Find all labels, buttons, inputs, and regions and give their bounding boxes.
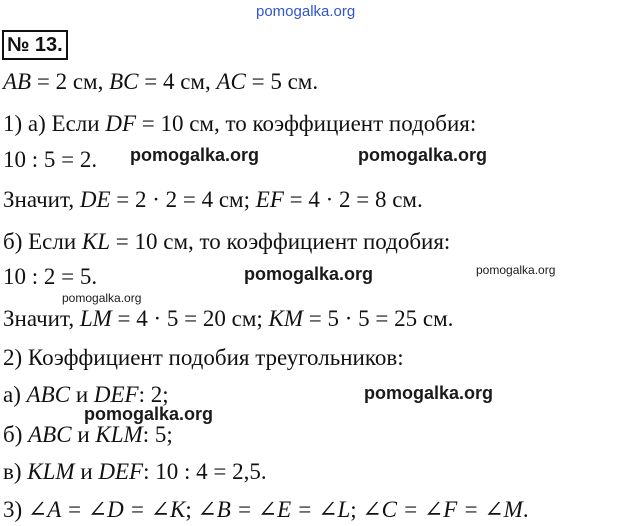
- angles-b-e-l: ∠B = ∠E = ∠L: [197, 497, 351, 522]
- segment-ef: EF: [255, 187, 284, 212]
- text: 2) Коэффициент подобия треугольников:: [3, 345, 404, 370]
- text: = 2 · 2 = 4 см;: [110, 187, 256, 212]
- triangle-abc: ABC: [26, 382, 71, 407]
- step-3: [3, 496, 529, 524]
- text: = 4 см,: [138, 69, 217, 94]
- ratio-1a: [3, 146, 97, 174]
- text: : 2;: [138, 382, 169, 407]
- text: : 5;: [142, 422, 173, 447]
- segment-ab: AB: [3, 69, 32, 94]
- problem-number: № 13.: [2, 30, 68, 60]
- watermark: pomogalka.org: [244, 264, 374, 284]
- text: Значит,: [3, 306, 80, 331]
- segment-de: DE: [79, 187, 111, 212]
- triangle-def: DEF: [98, 459, 144, 484]
- text: б): [3, 422, 29, 447]
- text: .: [522, 497, 529, 522]
- segment-km: KM: [268, 306, 304, 331]
- step-1b: [3, 228, 450, 256]
- text: Значит,: [3, 187, 80, 212]
- segment-bc: BC: [109, 69, 139, 94]
- watermark: pomogalka.org: [476, 263, 556, 277]
- text: и: [70, 382, 94, 407]
- text: ;: [185, 497, 198, 522]
- triangle-klm: KLM: [27, 459, 75, 484]
- triangle-def: DEF: [93, 382, 139, 407]
- result-1b: [3, 305, 453, 333]
- triangle-abc: ABC: [28, 422, 72, 447]
- text: = 4 · 2 = 8 см.: [283, 187, 423, 212]
- text: = 2 см,: [31, 69, 110, 94]
- text: = 10 см, то коэффициент подобия:: [110, 229, 451, 254]
- text: 10 : 2 = 5.: [3, 264, 98, 289]
- segment-lm: LM: [79, 306, 112, 331]
- text: = 10 см, то коэффициент подобия:: [136, 111, 477, 136]
- step-2b: [3, 421, 173, 449]
- watermark: pomogalka.org: [358, 145, 488, 165]
- text: : 10 : 4 = 2,5.: [143, 459, 267, 484]
- text: 3): [3, 497, 28, 522]
- text: и: [71, 422, 96, 447]
- text: а): [3, 382, 27, 407]
- text: б) Если: [3, 229, 82, 254]
- text: = 5 · 5 = 25 см.: [303, 306, 454, 331]
- ratio-1b: [3, 263, 97, 291]
- text: = 4 · 5 = 20 см;: [111, 306, 269, 331]
- text: 10 : 5 = 2.: [3, 147, 98, 172]
- watermark: pomogalka.org: [84, 404, 214, 424]
- triangle-klm: KLM: [95, 422, 143, 447]
- text: ;: [350, 497, 363, 522]
- watermark: pomogalka.org: [256, 3, 356, 20]
- watermark: pomogalka.org: [62, 291, 142, 305]
- watermark: pomogalka.org: [130, 145, 260, 165]
- angles-c-f-m: ∠C = ∠F = ∠M: [362, 497, 523, 522]
- result-1a: [3, 186, 423, 214]
- text: = 5 см.: [245, 69, 319, 94]
- text: и: [74, 459, 99, 484]
- step-2c: [3, 458, 267, 486]
- watermark: pomogalka.org: [364, 383, 494, 403]
- given-line: [3, 68, 318, 96]
- segment-kl: KL: [81, 229, 111, 254]
- text: в): [3, 459, 28, 484]
- step-2: [3, 344, 404, 372]
- segment-ac: AC: [216, 69, 246, 94]
- angles-a-d-k: ∠A = ∠D = ∠K: [27, 497, 186, 522]
- step-1a: [3, 110, 476, 138]
- text: 1) а) Если: [3, 111, 106, 136]
- segment-df: DF: [105, 111, 136, 136]
